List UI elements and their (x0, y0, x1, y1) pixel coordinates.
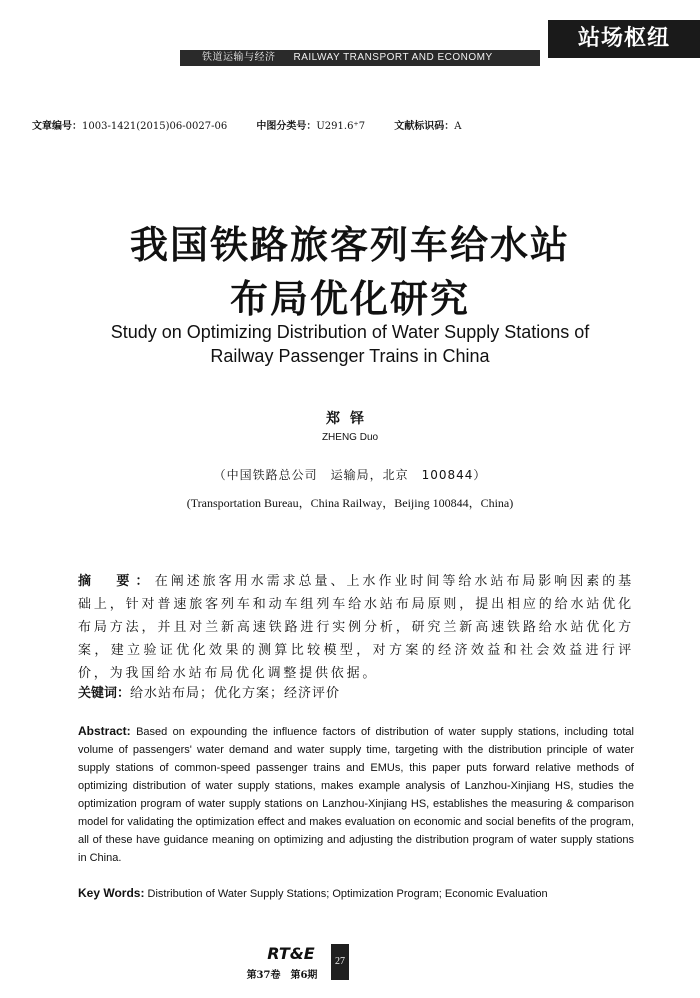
journal-name-en: RAILWAY TRANSPORT AND ECONOMY (293, 52, 493, 63)
issue-number: 第37卷 第6期 (246, 970, 318, 981)
keywords-en (78, 884, 638, 903)
abstract-cn-text: 在阐述旅客用水需求总量、上水作业时间等给水站布局影响因素的基础上，针对普速旅客列车和动车组列车给水站布局原则，提出相应的给水站优化布局方法，并且对兰新高速铁路进行实例分析，研究兰新高速铁路给水站优化方案，建立验证优化效果的测算比较模型，对方案的经济效益和社会效益进行评价，为我国给水站布局优化调整提供依据。 (78, 574, 634, 681)
abstract-en-text: Based on expounding the influence factors of distribution of water supply stations, including total volume of passengers' water demand and water supply time, targeting with the distribution principle of water supply stations of common-speed passenger trains and EMUs, this paper puts forward relative methods of optimizing distribution of water supply stations, makes example analysis of Lanzhou-Xinjiang HS, studies the optimization program of water supply stations on Lanzhou-Xinjiang HS, establishes the measuring & comparison model for validating the optimization effect and makes evaluation on economic and social benefits of the program, all of these have guidance meaning on optimizing and adjusting the distribution program of water supply stations in China. (78, 726, 634, 864)
article-no: 1003-1421(2015)06-0027-06 (82, 121, 228, 132)
journal-logo: RT&E (267, 944, 315, 963)
author-name-cn: 郑铎 (326, 411, 374, 427)
abstract-cn (78, 570, 634, 685)
title-cn-line2: 布局优化研究 (229, 277, 470, 321)
abstract-en-label: Abstract: (78, 724, 131, 738)
class-no-label: 中图分类号： (256, 121, 317, 132)
affiliation-en: (Transportation Bureau，China Railway，Beijing 100844，China) (186, 496, 514, 510)
doc-code: A (454, 121, 462, 132)
keywords-en-label: Key Words: (78, 886, 145, 900)
abstract-en (78, 722, 634, 867)
keywords-cn-label: 关键词： (78, 686, 131, 701)
article-meta (32, 117, 488, 132)
section-badge: 站场枢纽 (548, 20, 700, 58)
keywords-cn-text: 给水站布局；优化方案；经济评价 (130, 686, 341, 701)
class-no: U291.6⁺7 (316, 121, 366, 132)
title-cn-line1: 我国铁路旅客列车给水站 (129, 223, 570, 267)
page-number: 27 (331, 944, 349, 980)
affiliation-cn: （中国铁路总公司 运输局，北京 100844） (213, 468, 487, 482)
keywords-cn (78, 684, 634, 704)
title-en-line2: Railway Passenger Trains in China (210, 346, 490, 366)
author-name-en: ZHENG Duo (321, 432, 379, 443)
keywords-en-text: Distribution of Water Supply Stations; Optimization Program; Economic Evaluation (147, 888, 548, 900)
journal-name-cn: 铁道运输与经济 (202, 52, 276, 63)
title-en-line1: Study on Optimizing Distribution of Water Supply Stations of (110, 322, 590, 342)
abstract-cn-label: 摘 要： (78, 574, 155, 589)
article-no-label: 文章编号： (32, 121, 82, 132)
doc-code-label: 文献标识码： (394, 121, 455, 132)
journal-header-band (180, 50, 540, 66)
